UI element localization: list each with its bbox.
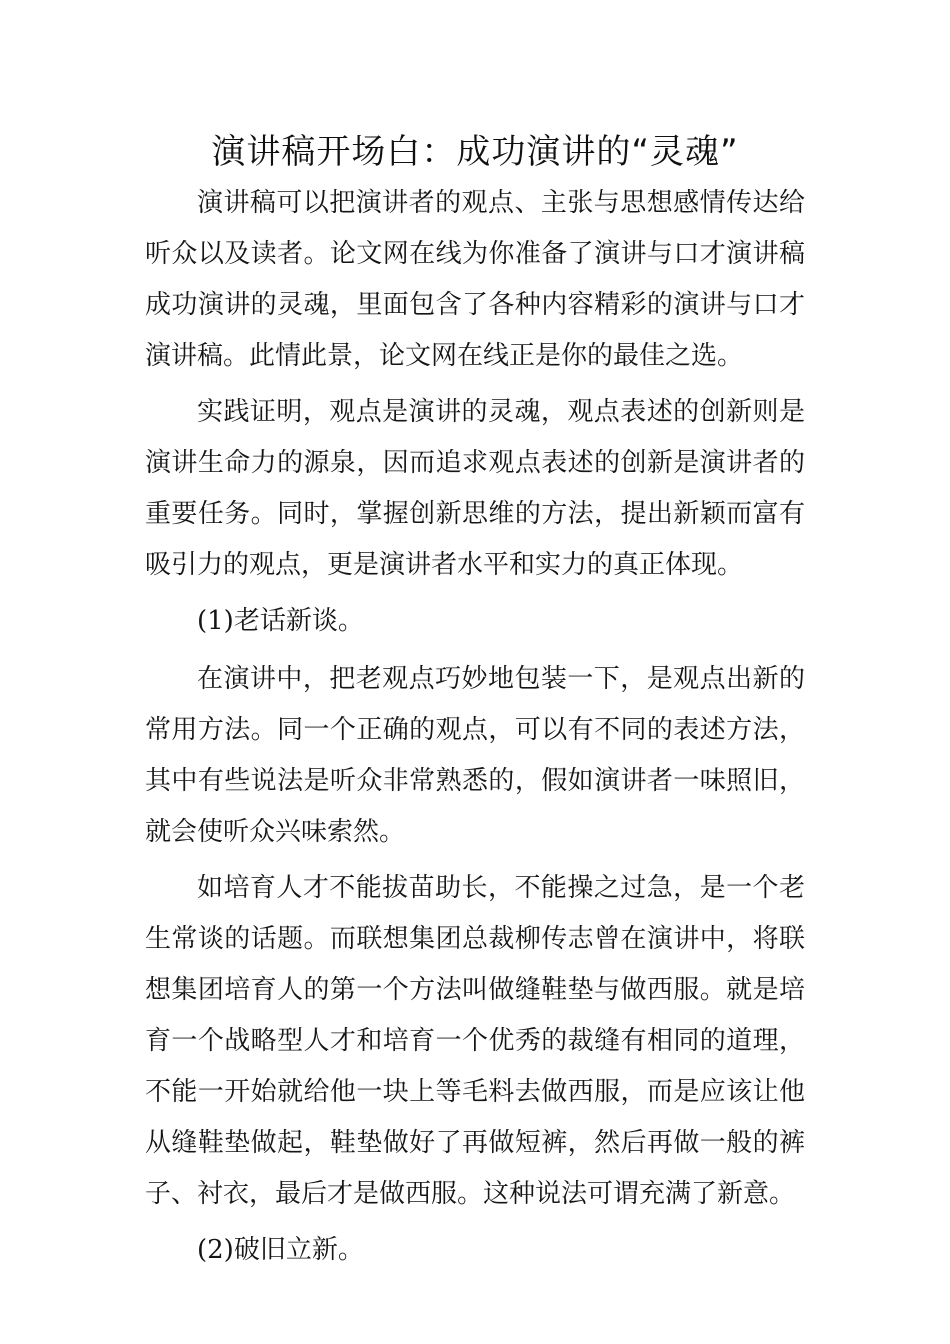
section-heading-break-old: (2)破旧立新。 [197, 1235, 364, 1265]
document-body [145, 178, 805, 1283]
section-heading-old-talk: (1)老话新谈。 [197, 606, 364, 636]
page-title: 演讲稿开场白：成功演讲的“灵魂” [211, 132, 739, 172]
paragraph-intro: 演讲稿可以把演讲者的观点、主张与思想感情传达给听众以及读者。论文网在线为你准备了演讲与口才演讲稿成功演讲的灵魂，里面包含了各种内容精彩的演讲与口才演讲稿。此情此景，论文网在线正是你的最佳之选。 [145, 188, 805, 371]
paragraph-old-talk: 在演讲中，把老观点巧妙地包装一下，是观点出新的常用方法。同一个正确的观点，可以有不同的表述方法，其中有些说法是听众非常熟悉的，假如演讲者一味照旧，就会使听众兴味索然。 [145, 664, 805, 847]
paragraph-practice: 实践证明，观点是演讲的灵魂，观点表述的创新则是演讲生命力的源泉，因而追求观点表述的创新是演讲者的重要任务。同时，掌握创新思维的方法，提出新颖而富有吸引力的观点，更是演讲者水平和实力的真正体现。 [145, 397, 805, 580]
paragraph-example: 如培育人才不能拔苗助长，不能操之过急，是一个老生常谈的话题。而联想集团总裁柳传志曾在演讲中，将联想集团培育人的第一个方法叫做缝鞋垫与做西服。就是培育一个战略型人才和培育一个优秀的裁缝有相同的道理，不能一开始就给他一块上等毛料去做西服，而是应该让他从缝鞋垫做起，鞋垫做好了再做短裤，然后再做一般的裤子、衬衣，最后才是做西服。这种说法可谓充满了新意。 [145, 873, 805, 1209]
